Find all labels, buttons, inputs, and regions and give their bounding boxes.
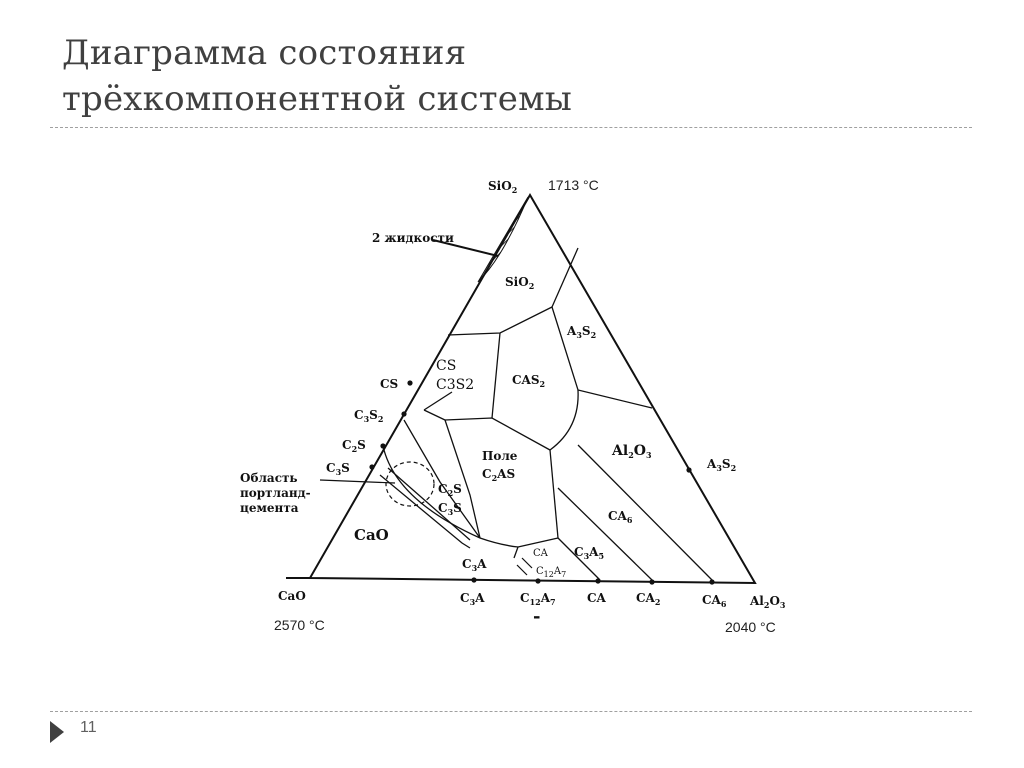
annotation-portland-line3: цемента — [240, 501, 299, 515]
slide-title-line1: Диаграмма состояния — [62, 33, 467, 73]
vertex-label-cao: CaO — [278, 589, 306, 603]
page-number: 11 — [80, 719, 97, 736]
temp-al2o3: 2040 °C — [725, 619, 776, 635]
field-label-a3s2: $A_3S_2$ — [567, 324, 597, 340]
temp-cao: 2570 °C — [274, 617, 325, 633]
boundary-cas2-left — [492, 333, 500, 418]
eutectic-mark-2 — [517, 565, 527, 575]
annotation-portland-line2: портланд- — [240, 486, 311, 500]
edge-label-ca6: $CA_6$ — [702, 593, 727, 609]
field-label-c3a: $C_3A$ — [462, 557, 487, 573]
edge-label-c3s: $C_3S$ — [326, 461, 350, 477]
annotation-dash-mark: - — [533, 606, 541, 627]
field-label-cs: CS — [436, 358, 457, 374]
boundary-cas2-bottom — [445, 418, 550, 450]
edge-label-cs: CS — [380, 377, 399, 391]
field-label-c12a7: $C_{12}A_7$ — [536, 566, 567, 579]
boundary-c2s-lower — [404, 420, 480, 538]
boundary-pole-left — [445, 420, 480, 538]
triangle-bullet-icon — [50, 721, 64, 743]
boundary-ca6-lower — [558, 488, 652, 580]
annotation-two-liquids: 2 жидкости — [372, 231, 454, 245]
point-ca — [595, 578, 600, 583]
boundary-cs-upper — [424, 392, 452, 410]
edge-label-c12a7: $C_{12}A_7$ — [520, 591, 556, 607]
point-cs — [407, 380, 412, 385]
point-c3a — [471, 577, 476, 582]
field-label-c3a5: $C_3A_5$ — [574, 545, 605, 561]
eutectic-marks — [517, 558, 532, 575]
point-ca2 — [649, 579, 654, 584]
field-label-c3s2: C3S2 — [436, 377, 475, 393]
footer-divider — [50, 711, 972, 712]
point-c2s — [380, 443, 385, 448]
field-label-c2s: $C_2S$ — [438, 482, 462, 498]
annotation-portland-line1: Область — [240, 471, 298, 485]
portland-leader — [320, 480, 395, 483]
eutectic-mark-1 — [522, 558, 532, 568]
field-label-sio2: SiO$_2$ — [505, 275, 535, 291]
edge-label-a3s2: $A_3S_2$ — [707, 457, 737, 473]
field-label-cas2: $CAS_2$ — [512, 373, 546, 389]
field-label-c2as: $C_2AS$ — [482, 467, 516, 483]
two-liquids-zone — [478, 197, 528, 282]
field-label-cao: CaO — [354, 526, 389, 544]
point-a3s2 — [686, 467, 691, 472]
temp-sio2: 1713 °C — [548, 177, 599, 193]
ternary-triangle — [310, 195, 755, 583]
field-boundaries — [380, 248, 712, 580]
boundary-pole-bottom — [480, 538, 518, 547]
edge-label-c3a: $C_3A$ — [460, 591, 485, 607]
boundary-ca-top — [518, 538, 558, 547]
field-label-ca: CA — [533, 548, 548, 559]
boundary-ca-left — [514, 547, 518, 558]
boundary-cao-c3a — [383, 446, 480, 538]
slide-title-line2: трёхкомпонентной системы — [62, 79, 573, 119]
point-ca6 — [709, 579, 714, 584]
field-label-c3s: $C_3S$ — [438, 501, 462, 517]
point-c3s — [369, 464, 374, 469]
field-label-ca6: $CA_6$ — [608, 509, 633, 525]
edge-label-ca: CA — [587, 591, 606, 605]
boundary-cas2-right — [550, 390, 578, 450]
boundary-cs-c3s2 — [424, 410, 445, 420]
point-c3s2 — [401, 411, 406, 416]
edge-label-ca2: $CA_2$ — [636, 591, 661, 607]
vertex-label-al2o3: $Al_2O_3$ — [750, 594, 786, 610]
field-label-al2o3: $Al_2O_3$ — [612, 443, 652, 460]
boundary-pole-right — [550, 450, 558, 538]
vertex-label-sio2: SiO$_2$ — [488, 179, 518, 195]
boundary-a3s2-lower — [552, 307, 652, 408]
point-c12a7 — [535, 578, 540, 583]
field-label-pole: Поле — [482, 449, 518, 463]
edge-label-c3s2: $C_3S_2$ — [354, 408, 384, 424]
edge-label-c2s: $C_2S$ — [342, 438, 366, 454]
